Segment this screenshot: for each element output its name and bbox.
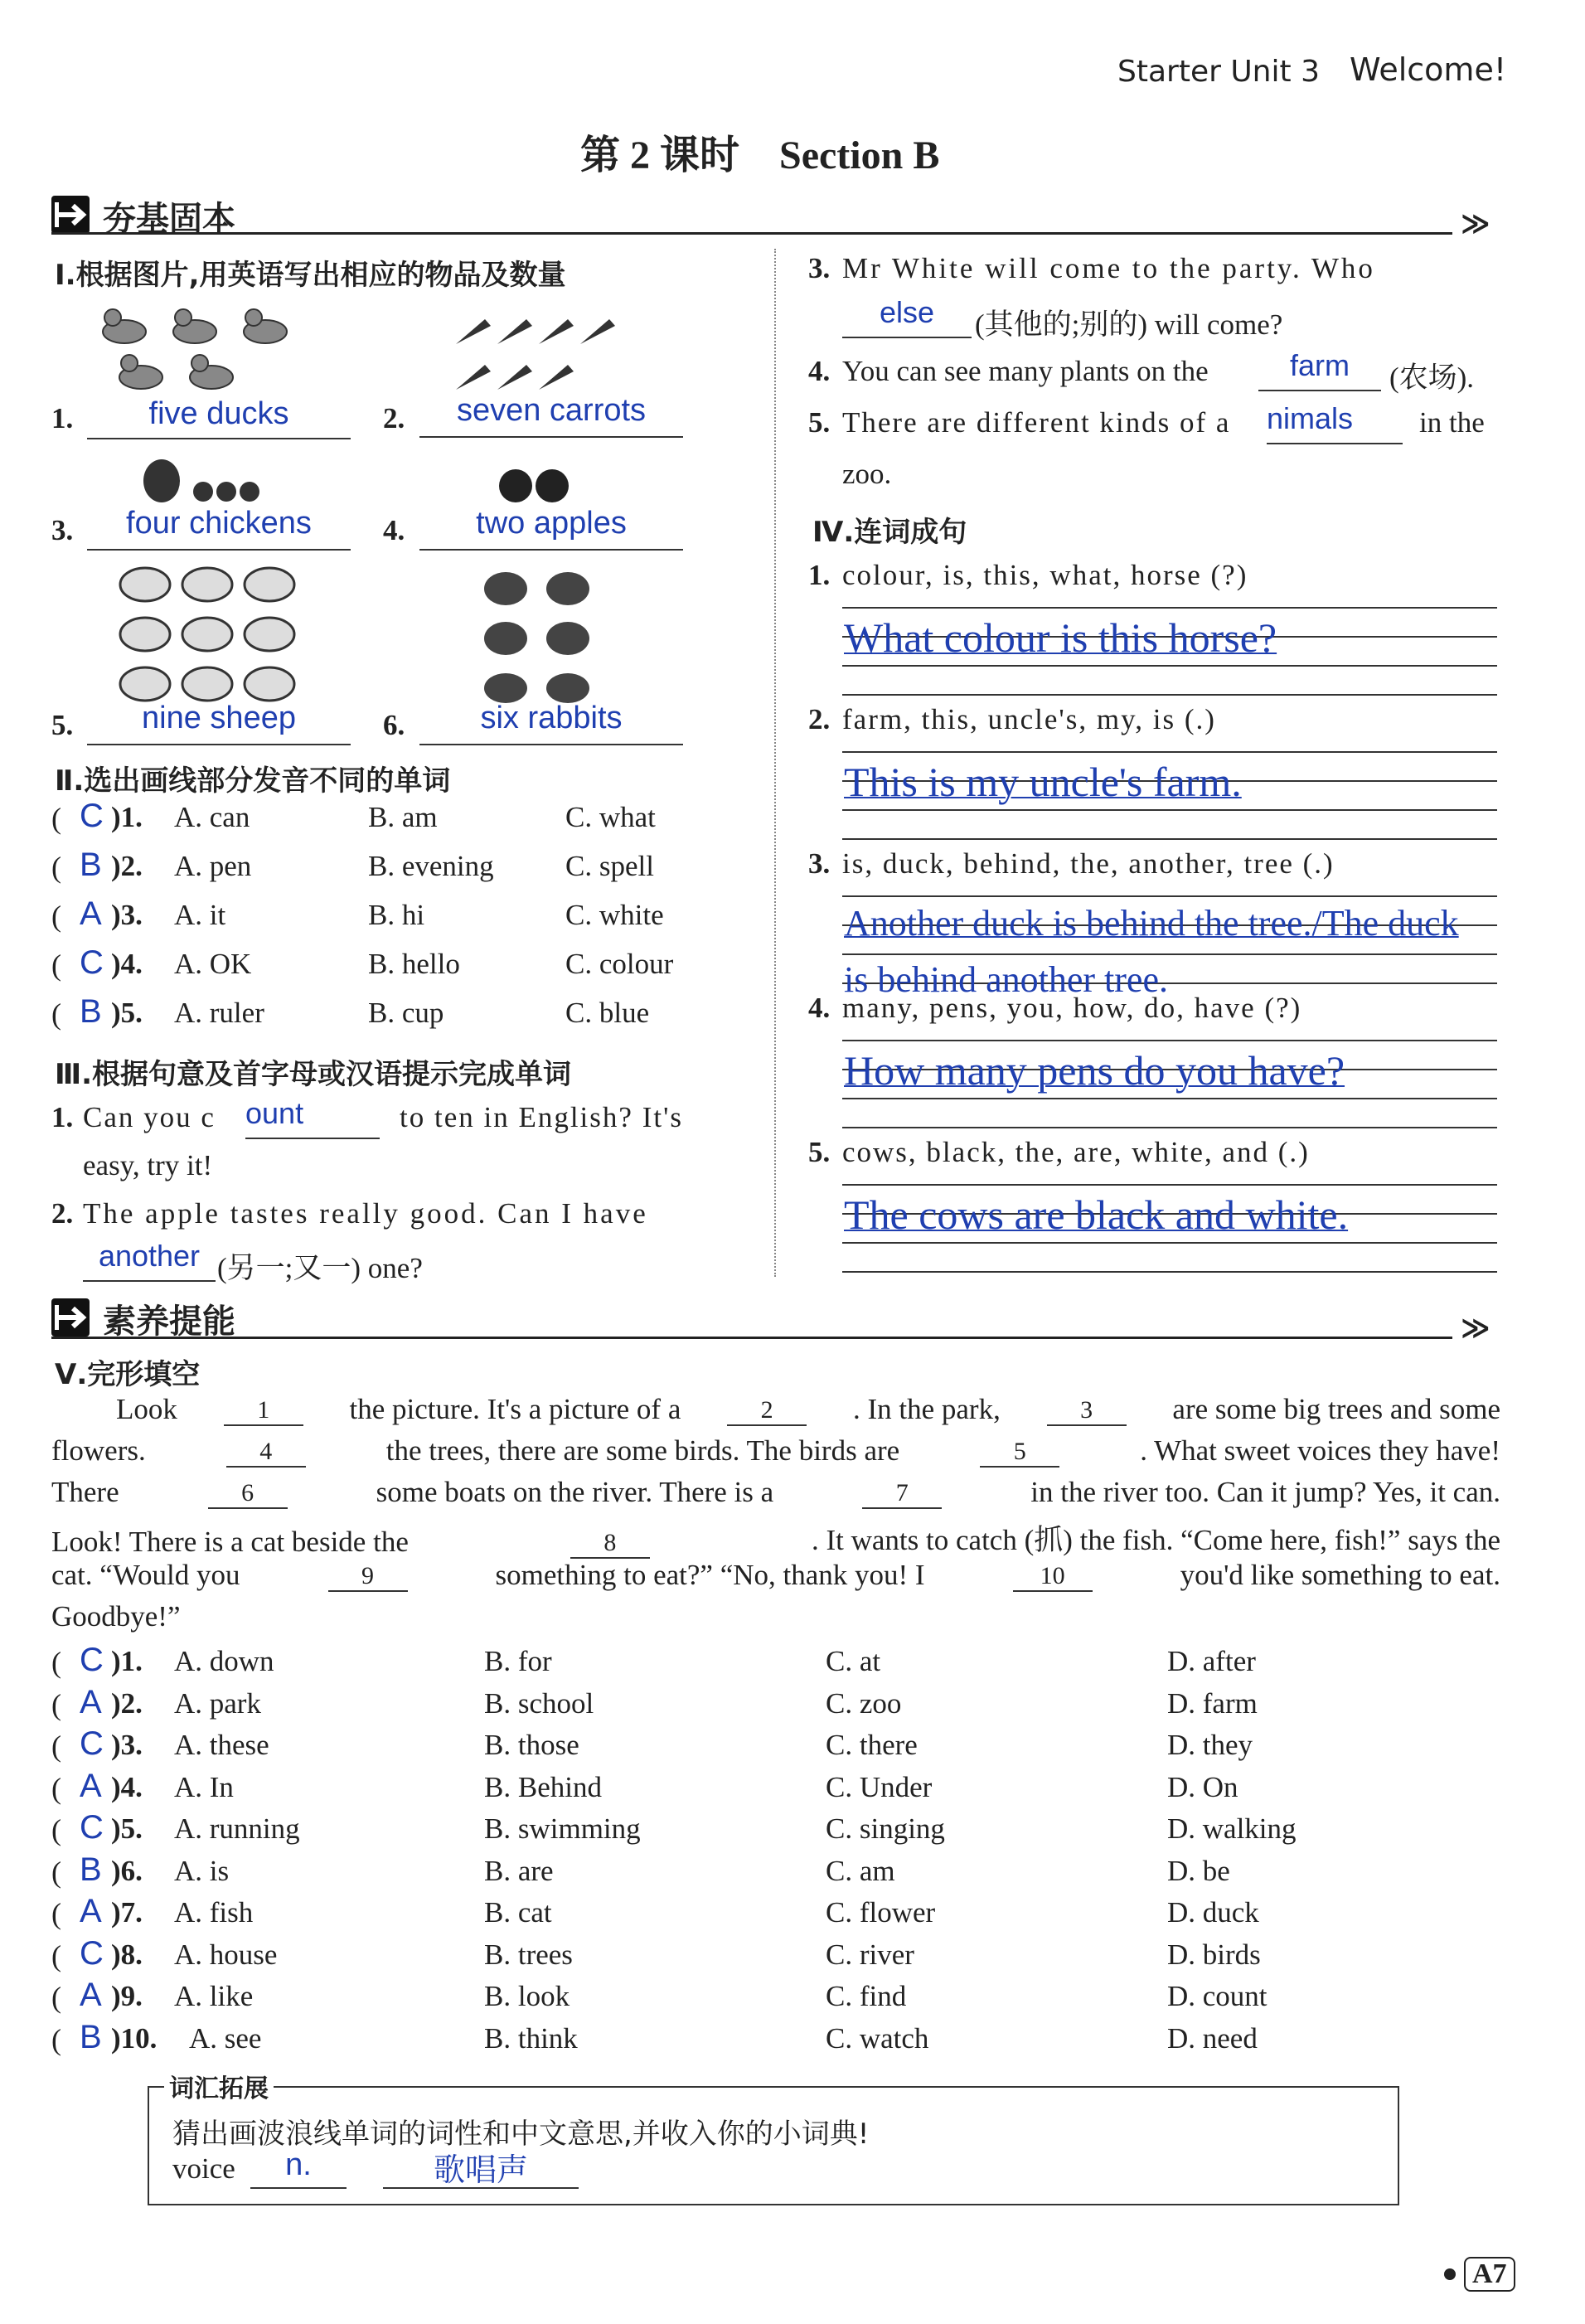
part5-option-c: C. there <box>826 1729 918 1761</box>
part5-num: )9. <box>111 1980 143 2012</box>
section-basics-title: 夯基固本 <box>103 200 235 238</box>
page-number: A7 <box>1464 2257 1515 2292</box>
part2-option-c: C. white <box>565 899 664 931</box>
passage-text: you'd like something to eat. <box>1180 1559 1500 1591</box>
part3-q5-num: 5. <box>808 406 831 439</box>
part2-num: )3. <box>111 899 143 931</box>
part5-option-c: C. watch <box>826 2022 929 2055</box>
part3-q2-answer: another <box>83 1239 216 1282</box>
part2-option-b: B. cup <box>368 997 444 1029</box>
part5-option-a: A. down <box>174 1645 274 1677</box>
answer-rule <box>842 1127 1497 1128</box>
part3-q5-post: in the <box>1419 406 1485 439</box>
part5-option-a: A. house <box>174 1938 278 1971</box>
part4-num: 3. <box>808 847 831 880</box>
part5-option-d: D. duck <box>1167 1896 1259 1929</box>
part5-answer: C <box>80 1725 104 1762</box>
part5-option-b: B. look <box>484 1980 570 2012</box>
passage-text: flowers. <box>51 1434 146 1467</box>
part3-q1-post: to ten in English? It's <box>400 1101 683 1133</box>
part5-paren-open: ( <box>51 1688 61 1721</box>
passage-line <box>51 1476 1500 1509</box>
part4-answer-cont: is behind another tree. <box>844 959 1168 1000</box>
part5-answer: B <box>80 1851 102 1888</box>
part5-paren-open: ( <box>51 1730 61 1763</box>
part5-paren-open: ( <box>51 1646 61 1679</box>
part5-option-c: C. Under <box>826 1771 933 1803</box>
carrot-icon <box>448 311 630 394</box>
answer-rule <box>842 809 1497 811</box>
passage-blank: 6 <box>208 1479 288 1509</box>
passage-text: Look <box>116 1393 177 1425</box>
part5-paren-open: ( <box>51 1981 61 2014</box>
part5-num: )3. <box>111 1729 143 1761</box>
part5-answer: A <box>80 1768 102 1804</box>
part5-option-a: A. like <box>174 1980 254 2012</box>
part3-q1-pre: Can you c <box>83 1101 216 1133</box>
part5-paren-open: ( <box>51 1772 61 1805</box>
part4-answer: This is my uncle's farm. <box>844 759 1242 805</box>
passage-text: some boats on the river. There is a <box>376 1476 774 1508</box>
part5-paren-open: ( <box>51 1856 61 1889</box>
part5-paren-open: ( <box>51 1813 61 1846</box>
answer-rule <box>842 751 1497 753</box>
part2-option-c: C. spell <box>565 850 654 882</box>
part2-option-a: A. ruler <box>174 997 264 1029</box>
part1-answer-6: six rabbits <box>419 701 683 745</box>
part5-option-d: D. after <box>1167 1645 1256 1677</box>
part1-num-6: 6. <box>383 709 405 741</box>
part5-option-b: B. those <box>484 1729 579 1761</box>
section-divider <box>51 1337 1452 1339</box>
section-arrow-icon <box>51 1298 90 1337</box>
part2-paren-open: ( <box>51 851 61 884</box>
passage-blank: 2 <box>727 1396 807 1426</box>
passage-line <box>51 1517 1500 1559</box>
part5-option-d: D. walking <box>1167 1812 1297 1845</box>
answer-rule <box>842 1098 1497 1099</box>
part2-paren-open: ( <box>51 949 61 982</box>
part2-option-b: B. evening <box>368 850 494 882</box>
part5-answer: C <box>80 1809 104 1846</box>
part1-num-5: 5. <box>51 709 74 741</box>
part3-q1-answer: ount <box>245 1096 380 1139</box>
part2-answer: C <box>80 944 104 981</box>
sheep-icon <box>116 564 298 705</box>
passage-blank: 3 <box>1047 1396 1127 1426</box>
section-skills-title: 素养提能 <box>103 1303 235 1341</box>
part2-option-b: B. hello <box>368 948 460 980</box>
part4-words: is, duck, behind, the, another, tree (.) <box>842 847 1335 880</box>
part5-num: )8. <box>111 1938 143 1971</box>
part4-answer: The cows are black and white. <box>844 1191 1349 1238</box>
part2-option-b: B. am <box>368 801 438 833</box>
part3-q4-pre: You can see many plants on the <box>842 355 1209 387</box>
section-arrows: ≫ <box>1461 207 1490 240</box>
section-arrows: ≫ <box>1461 1312 1490 1345</box>
part5-option-c: C. flower <box>826 1896 936 1929</box>
part4-num: 1. <box>808 559 831 591</box>
part5-option-d: D. be <box>1167 1855 1230 1887</box>
part3-q3-num: 3. <box>808 252 831 284</box>
answer-rule <box>842 694 1497 696</box>
part5-answer: A <box>80 1893 102 1929</box>
part2-paren-open: ( <box>51 997 61 1031</box>
part1-answer-1: five ducks <box>87 396 351 439</box>
part3-q4-post: (农场). <box>1389 361 1475 394</box>
part2-answer: C <box>80 798 104 834</box>
part3-title: Ⅲ.根据句意及首字母或汉语提示完成单词 <box>55 1058 572 1091</box>
passage-line <box>51 1600 1500 1633</box>
part5-answer: A <box>80 1977 102 2013</box>
answer-rule <box>842 895 1497 897</box>
column-divider <box>774 249 776 1277</box>
part2-paren-open: ( <box>51 802 61 835</box>
passage-blank: 8 <box>570 1529 650 1559</box>
passage-text: are some big trees and some <box>1172 1393 1500 1425</box>
part2-option-a: A. can <box>174 801 250 833</box>
part4-words: colour, is, this, what, horse (?) <box>842 559 1248 591</box>
passage-text: the picture. It's a picture of a <box>349 1393 681 1425</box>
part1-answer-2: seven carrots <box>419 393 683 438</box>
passage-blank: 1 <box>224 1396 303 1426</box>
section-arrow-icon <box>51 196 90 234</box>
part5-num: )2. <box>111 1687 143 1720</box>
part5-option-d: D. need <box>1167 2022 1258 2055</box>
part1-num-4: 4. <box>383 514 405 546</box>
apple-icon <box>497 464 572 506</box>
part3-q3-answer: else <box>842 295 972 338</box>
part5-option-c: C. river <box>826 1938 914 1971</box>
part3-q1-line2: easy, try it! <box>83 1149 213 1181</box>
part3-q4-num: 4. <box>808 355 831 387</box>
part5-option-c: C. at <box>826 1645 881 1677</box>
part5-paren-open: ( <box>51 2023 61 2056</box>
part5-option-a: A. see <box>189 2022 262 2055</box>
part5-option-c: C. zoo <box>826 1687 902 1720</box>
passage-blank: 5 <box>980 1438 1059 1468</box>
part5-option-b: B. Behind <box>484 1771 602 1803</box>
vocab-word: voice <box>172 2152 235 2185</box>
part5-option-d: D. farm <box>1167 1687 1258 1720</box>
part5-num: )6. <box>111 1855 143 1887</box>
part5-option-a: A. is <box>174 1855 230 1887</box>
vocab-meaning-answer: 歌唱声 <box>383 2144 579 2189</box>
answer-rule <box>842 1040 1497 1041</box>
part5-option-c: C. am <box>826 1855 895 1887</box>
part5-title: Ⅴ.完形填空 <box>55 1358 201 1391</box>
part3-q2-post: (另一;又一) one? <box>217 1252 423 1284</box>
part2-answer: A <box>80 895 102 932</box>
rabbit-icon <box>477 564 601 705</box>
part4-words: many, pens, you, how, do, have (?) <box>842 992 1302 1024</box>
page-dot-icon <box>1444 2268 1456 2280</box>
part4-title: Ⅳ.连词成句 <box>812 516 967 549</box>
part2-option-c: C. blue <box>565 997 650 1029</box>
part5-option-b: B. trees <box>484 1938 573 1971</box>
passage-blank: 7 <box>862 1479 942 1509</box>
part2-paren-open: ( <box>51 900 61 933</box>
part4-answer: What colour is this horse? <box>844 614 1277 661</box>
lesson-title: 第 2 课时 Section B <box>580 133 940 177</box>
part5-option-d: D. On <box>1167 1771 1238 1803</box>
chicken-icon <box>141 452 265 510</box>
part5-option-b: B. are <box>484 1855 554 1887</box>
part2-option-a: A. OK <box>174 948 252 980</box>
part2-num: )5. <box>111 997 143 1029</box>
answer-rule <box>842 1271 1497 1273</box>
part2-option-c: C. colour <box>565 948 674 980</box>
part2-num: )4. <box>111 948 143 980</box>
part5-option-d: D. count <box>1167 1980 1268 2012</box>
part5-paren-open: ( <box>51 1897 61 1930</box>
part5-option-c: C. singing <box>826 1812 945 1845</box>
part2-option-c: C. what <box>565 801 656 833</box>
part2-num: )2. <box>111 850 143 882</box>
part1-num-1: 1. <box>51 402 74 434</box>
part1-title: Ⅰ.根据图片,用英语写出相应的物品及数量 <box>55 259 566 292</box>
answer-rule <box>842 1242 1497 1244</box>
passage-text: the trees, there are some birds. The birds are <box>385 1434 900 1467</box>
part2-answer: B <box>80 993 102 1030</box>
unit-title: Welcome! <box>1350 51 1507 88</box>
answer-rule <box>842 838 1497 840</box>
part3-q5-pre: There are different kinds of a <box>842 406 1231 439</box>
answer-rule <box>842 665 1497 667</box>
part5-option-b: B. think <box>484 2022 578 2055</box>
part2-option-b: B. hi <box>368 899 425 931</box>
passage-line <box>116 1393 1500 1426</box>
part5-num: )10. <box>111 2022 158 2055</box>
part2-option-a: A. pen <box>174 850 252 882</box>
passage-blank: 4 <box>226 1438 306 1468</box>
part5-option-b: B. cat <box>484 1896 552 1929</box>
part5-answer: C <box>80 1935 104 1972</box>
vocab-pos-answer: n. <box>250 2147 347 2189</box>
part5-num: )1. <box>111 1645 143 1677</box>
passage-text: . What sweet voices they have! <box>1140 1434 1500 1467</box>
unit-label: Starter Unit 3 <box>1117 55 1320 89</box>
part5-paren-open: ( <box>51 1939 61 1972</box>
part5-option-a: A. In <box>174 1771 234 1803</box>
passage-text: Goodbye!” <box>51 1600 181 1633</box>
part3-q4-answer: farm <box>1258 348 1381 391</box>
part3-q5-line2: zoo. <box>842 458 892 490</box>
passage-text: . In the park, <box>852 1393 1001 1425</box>
part3-q3-text: Mr White will come to the party. Who <box>842 252 1375 284</box>
part4-num: 2. <box>808 703 831 735</box>
part3-q2-num: 2. <box>51 1197 74 1230</box>
part1-num-3: 3. <box>51 514 74 546</box>
passage-text: something to eat?” “No, thank you! I <box>495 1559 925 1591</box>
passage-blank: 9 <box>328 1562 408 1592</box>
part1-answer-5: nine sheep <box>87 701 351 745</box>
section-divider <box>51 232 1452 235</box>
passage-line <box>51 1559 1500 1592</box>
part4-num: 5. <box>808 1136 831 1168</box>
vocab-instruction: 猜出画波浪线单词的词性和中文意思,并收入你的小词典! <box>172 2118 870 2151</box>
part5-option-a: A. these <box>174 1729 269 1761</box>
part1-answer-3: four chickens <box>87 506 351 551</box>
part5-num: )7. <box>111 1896 143 1929</box>
part5-answer: A <box>80 1684 102 1720</box>
passage-text: cat. “Would you <box>51 1559 240 1591</box>
part5-option-a: A. park <box>174 1687 261 1720</box>
part2-option-a: A. it <box>174 899 226 931</box>
part5-answer: B <box>80 2019 102 2055</box>
part5-num: )5. <box>111 1812 143 1845</box>
part5-option-d: D. birds <box>1167 1938 1261 1971</box>
part5-answer: C <box>80 1642 104 1678</box>
part4-answer: How many pens do you have? <box>844 1047 1345 1094</box>
passage-text: Look! There is a cat beside the <box>51 1526 409 1558</box>
duck-icon <box>91 303 315 394</box>
answer-rule <box>842 953 1497 955</box>
part3-q1-num: 1. <box>51 1101 74 1133</box>
part2-title: Ⅱ.选出画线部分发音不同的单词 <box>55 764 451 798</box>
part4-answer: Another duck is behind the tree./The duck <box>844 903 1459 944</box>
part1-num-2: 2. <box>383 402 405 434</box>
part2-num: )1. <box>111 801 143 833</box>
passage-text: in the river too. Can it jump? Yes, it can. <box>1030 1476 1500 1508</box>
part5-option-d: D. they <box>1167 1729 1253 1761</box>
passage-text: . It wants to catch (抓) the fish. “Come here, fish!” says the <box>811 1524 1500 1556</box>
part5-option-a: A. running <box>174 1812 300 1845</box>
part5-num: )4. <box>111 1771 143 1803</box>
part4-words: farm, this, uncle's, my, is (.) <box>842 703 1216 735</box>
part3-q2-text: The apple tastes really good. Can I have <box>83 1197 648 1230</box>
part2-answer: B <box>80 847 102 883</box>
part5-option-c: C. find <box>826 1980 907 2012</box>
passage-text: There <box>51 1476 119 1508</box>
part3-q5-answer: nimals <box>1267 401 1403 444</box>
part4-words: cows, black, the, are, white, and (.) <box>842 1136 1310 1168</box>
part5-option-b: B. for <box>484 1645 552 1677</box>
part1-answer-4: two apples <box>419 506 683 551</box>
part4-num: 4. <box>808 992 831 1024</box>
answer-rule <box>842 607 1497 609</box>
part5-option-b: B. swimming <box>484 1812 641 1845</box>
part5-option-b: B. school <box>484 1687 594 1720</box>
passage-line <box>51 1434 1500 1468</box>
answer-rule <box>842 1184 1497 1186</box>
part3-q3-post: (其他的;别的) will come? <box>975 308 1283 341</box>
passage-blank: 10 <box>1013 1562 1093 1592</box>
part5-option-a: A. fish <box>174 1896 254 1929</box>
vocab-label: 词汇拓展 <box>164 2068 274 2104</box>
